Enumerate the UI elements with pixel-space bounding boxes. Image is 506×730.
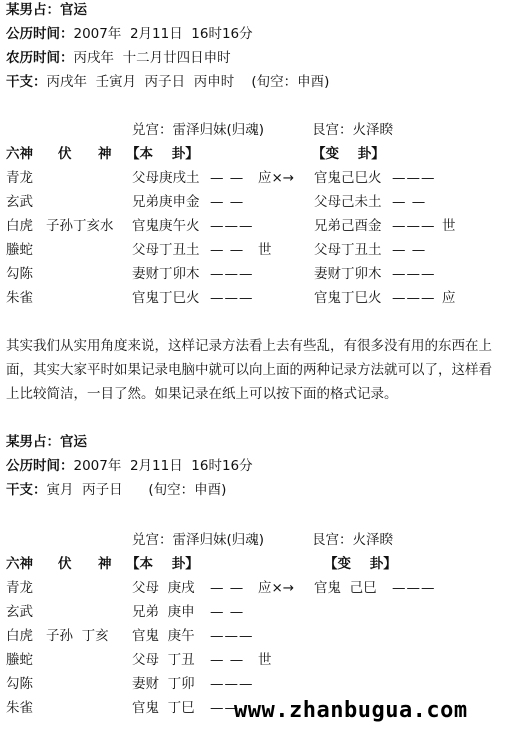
- header-ben-gua: 【本 卦】: [126, 146, 199, 162]
- changed-gua-name: 艮宫：火泽睽: [312, 532, 393, 548]
- section1-solar-time: [6, 24, 253, 44]
- moving-mark: 应×→: [258, 170, 295, 186]
- changed-line-cell: 父母丁丑土: [314, 242, 382, 258]
- liushen-cell: 勾陈: [6, 676, 33, 692]
- changed-yao-symbol: ———: [392, 580, 436, 596]
- main-line-cell: 官鬼 丁巳: [132, 700, 195, 716]
- changed-line-cell: 官鬼己巳火: [314, 170, 382, 186]
- changed-line-cell: 兄弟己酉金: [314, 218, 382, 234]
- shi-ying-mark: 世: [442, 218, 456, 234]
- main-line-cell: 父母 丁丑: [132, 652, 195, 668]
- main-line-cell: 妻财 丁卯: [132, 676, 195, 692]
- changed-yao-symbol: ———: [392, 266, 436, 282]
- ganzhi-value: 丙戌年 壬寅月 丙子日 丙申时 (旬空：申酉): [46, 74, 330, 90]
- changed-yao-symbol: — —: [392, 194, 427, 210]
- changed-yao-symbol: ———: [392, 170, 436, 186]
- main-yao-symbol: ——: [210, 700, 239, 716]
- ganzhi-label: 干支：: [6, 482, 47, 498]
- header-shen: 神: [98, 146, 112, 162]
- main-line-cell: 官鬼丁巳火: [132, 290, 200, 306]
- main-yao-symbol: — —: [210, 580, 245, 596]
- lunar-value: 丙戌年 十二月廿四日申时: [73, 50, 231, 66]
- main-line-cell: 父母丁丑土: [132, 242, 200, 258]
- section1-title: 某男占：官运: [6, 2, 87, 18]
- changed-line-cell: 父母己未土: [314, 194, 382, 210]
- liushen-cell: 青龙: [6, 580, 33, 596]
- header-shen: 神: [98, 556, 112, 572]
- solar-label: 公历时间：: [6, 458, 74, 474]
- main-gua-name: 兑宫：雷泽归妹(归魂): [132, 122, 265, 138]
- main-yao-symbol: ———: [210, 266, 254, 282]
- main-line-cell: 父母庚戌土: [132, 170, 200, 186]
- liushen-cell: 朱雀: [6, 700, 33, 716]
- liushen-cell: 勾陈: [6, 266, 33, 282]
- main-yao-symbol: ———: [210, 218, 254, 234]
- main-yao-symbol: — —: [210, 170, 245, 186]
- changed-gua-name: 艮宫：火泽睽: [312, 122, 393, 138]
- main-yao-symbol: — —: [210, 242, 245, 258]
- fushen-cell: 子孙 丁亥: [46, 628, 109, 644]
- liushen-cell: 玄武: [6, 194, 33, 210]
- changed-line-cell: 官鬼 己巳: [314, 580, 377, 596]
- section2-title: 某男占：官运: [6, 434, 87, 450]
- changed-line-cell: 官鬼丁巳火: [314, 290, 382, 306]
- lunar-label: 农历时间：: [6, 50, 74, 66]
- header-fu: 伏: [58, 146, 72, 162]
- header-bian-gua: 【变 卦】: [324, 556, 397, 572]
- ganzhi-value: 寅月 丙子日 (旬空：申酉): [46, 482, 227, 498]
- solar-value: 2007年 2月11日 16时16分: [73, 458, 253, 474]
- solar-value: 2007年 2月11日 16时16分: [73, 26, 253, 42]
- solar-label: 公历时间：: [6, 26, 74, 42]
- section1-ganzhi: [6, 72, 329, 92]
- main-line-cell: 父母 庚戌: [132, 580, 195, 596]
- site-watermark: www.zhanbugua.com: [234, 698, 468, 723]
- header-liushen: 六神: [6, 556, 33, 572]
- liushen-cell: 螣蛇: [6, 242, 33, 258]
- header-ben-gua: 【本 卦】: [126, 556, 199, 572]
- header-liushen: 六神: [6, 146, 33, 162]
- moving-mark: 应×→: [258, 580, 295, 596]
- main-line-cell: 兄弟 庚申: [132, 604, 195, 620]
- main-yao-symbol: — —: [210, 604, 245, 620]
- section2-ganzhi: [6, 480, 226, 500]
- main-line-cell: 妻财丁卯木: [132, 266, 200, 282]
- main-yao-symbol: ———: [210, 290, 254, 306]
- fushen-cell: 子孙丁亥水: [46, 218, 114, 234]
- ganzhi-label: 干支：: [6, 74, 47, 90]
- shi-ying-mark: 世: [258, 242, 272, 258]
- explanation-paragraph: 其实我们从实用角度来说，这样记录方法看上去有些乱，有很多没有用的东西在上面，其实大家平时如果记录电脑中就可以向上面的两种记录方法就可以了，这样看上比较简洁，一目了然。如果记录在纸上可以按下面的格式记录。: [6, 338, 492, 402]
- changed-yao-symbol: — —: [392, 242, 427, 258]
- main-yao-symbol: — —: [210, 194, 245, 210]
- liushen-cell: 螣蛇: [6, 652, 33, 668]
- liushen-cell: 白虎: [6, 218, 33, 234]
- shi-ying-mark: 应: [442, 290, 456, 306]
- liushen-cell: 玄武: [6, 604, 33, 620]
- shi-ying-mark: 世: [258, 652, 272, 668]
- main-line-cell: 官鬼 庚午: [132, 628, 195, 644]
- main-line-cell: 官鬼庚午火: [132, 218, 200, 234]
- changed-yao-symbol: ———: [392, 290, 436, 306]
- main-gua-name: 兑宫：雷泽归妹(归魂): [132, 532, 265, 548]
- main-line-cell: 兄弟庚申金: [132, 194, 200, 210]
- section2-solar-time: [6, 456, 253, 476]
- header-fu: 伏: [58, 556, 72, 572]
- section1-lunar-time: [6, 48, 231, 68]
- main-yao-symbol: — —: [210, 652, 245, 668]
- changed-yao-symbol: ———: [392, 218, 436, 234]
- liushen-cell: 白虎: [6, 628, 33, 644]
- main-yao-symbol: ———: [210, 676, 254, 692]
- changed-line-cell: 妻财丁卯木: [314, 266, 382, 282]
- liushen-cell: 朱雀: [6, 290, 33, 306]
- main-yao-symbol: ———: [210, 628, 254, 644]
- liushen-cell: 青龙: [6, 170, 33, 186]
- header-bian-gua: 【变 卦】: [312, 146, 385, 162]
